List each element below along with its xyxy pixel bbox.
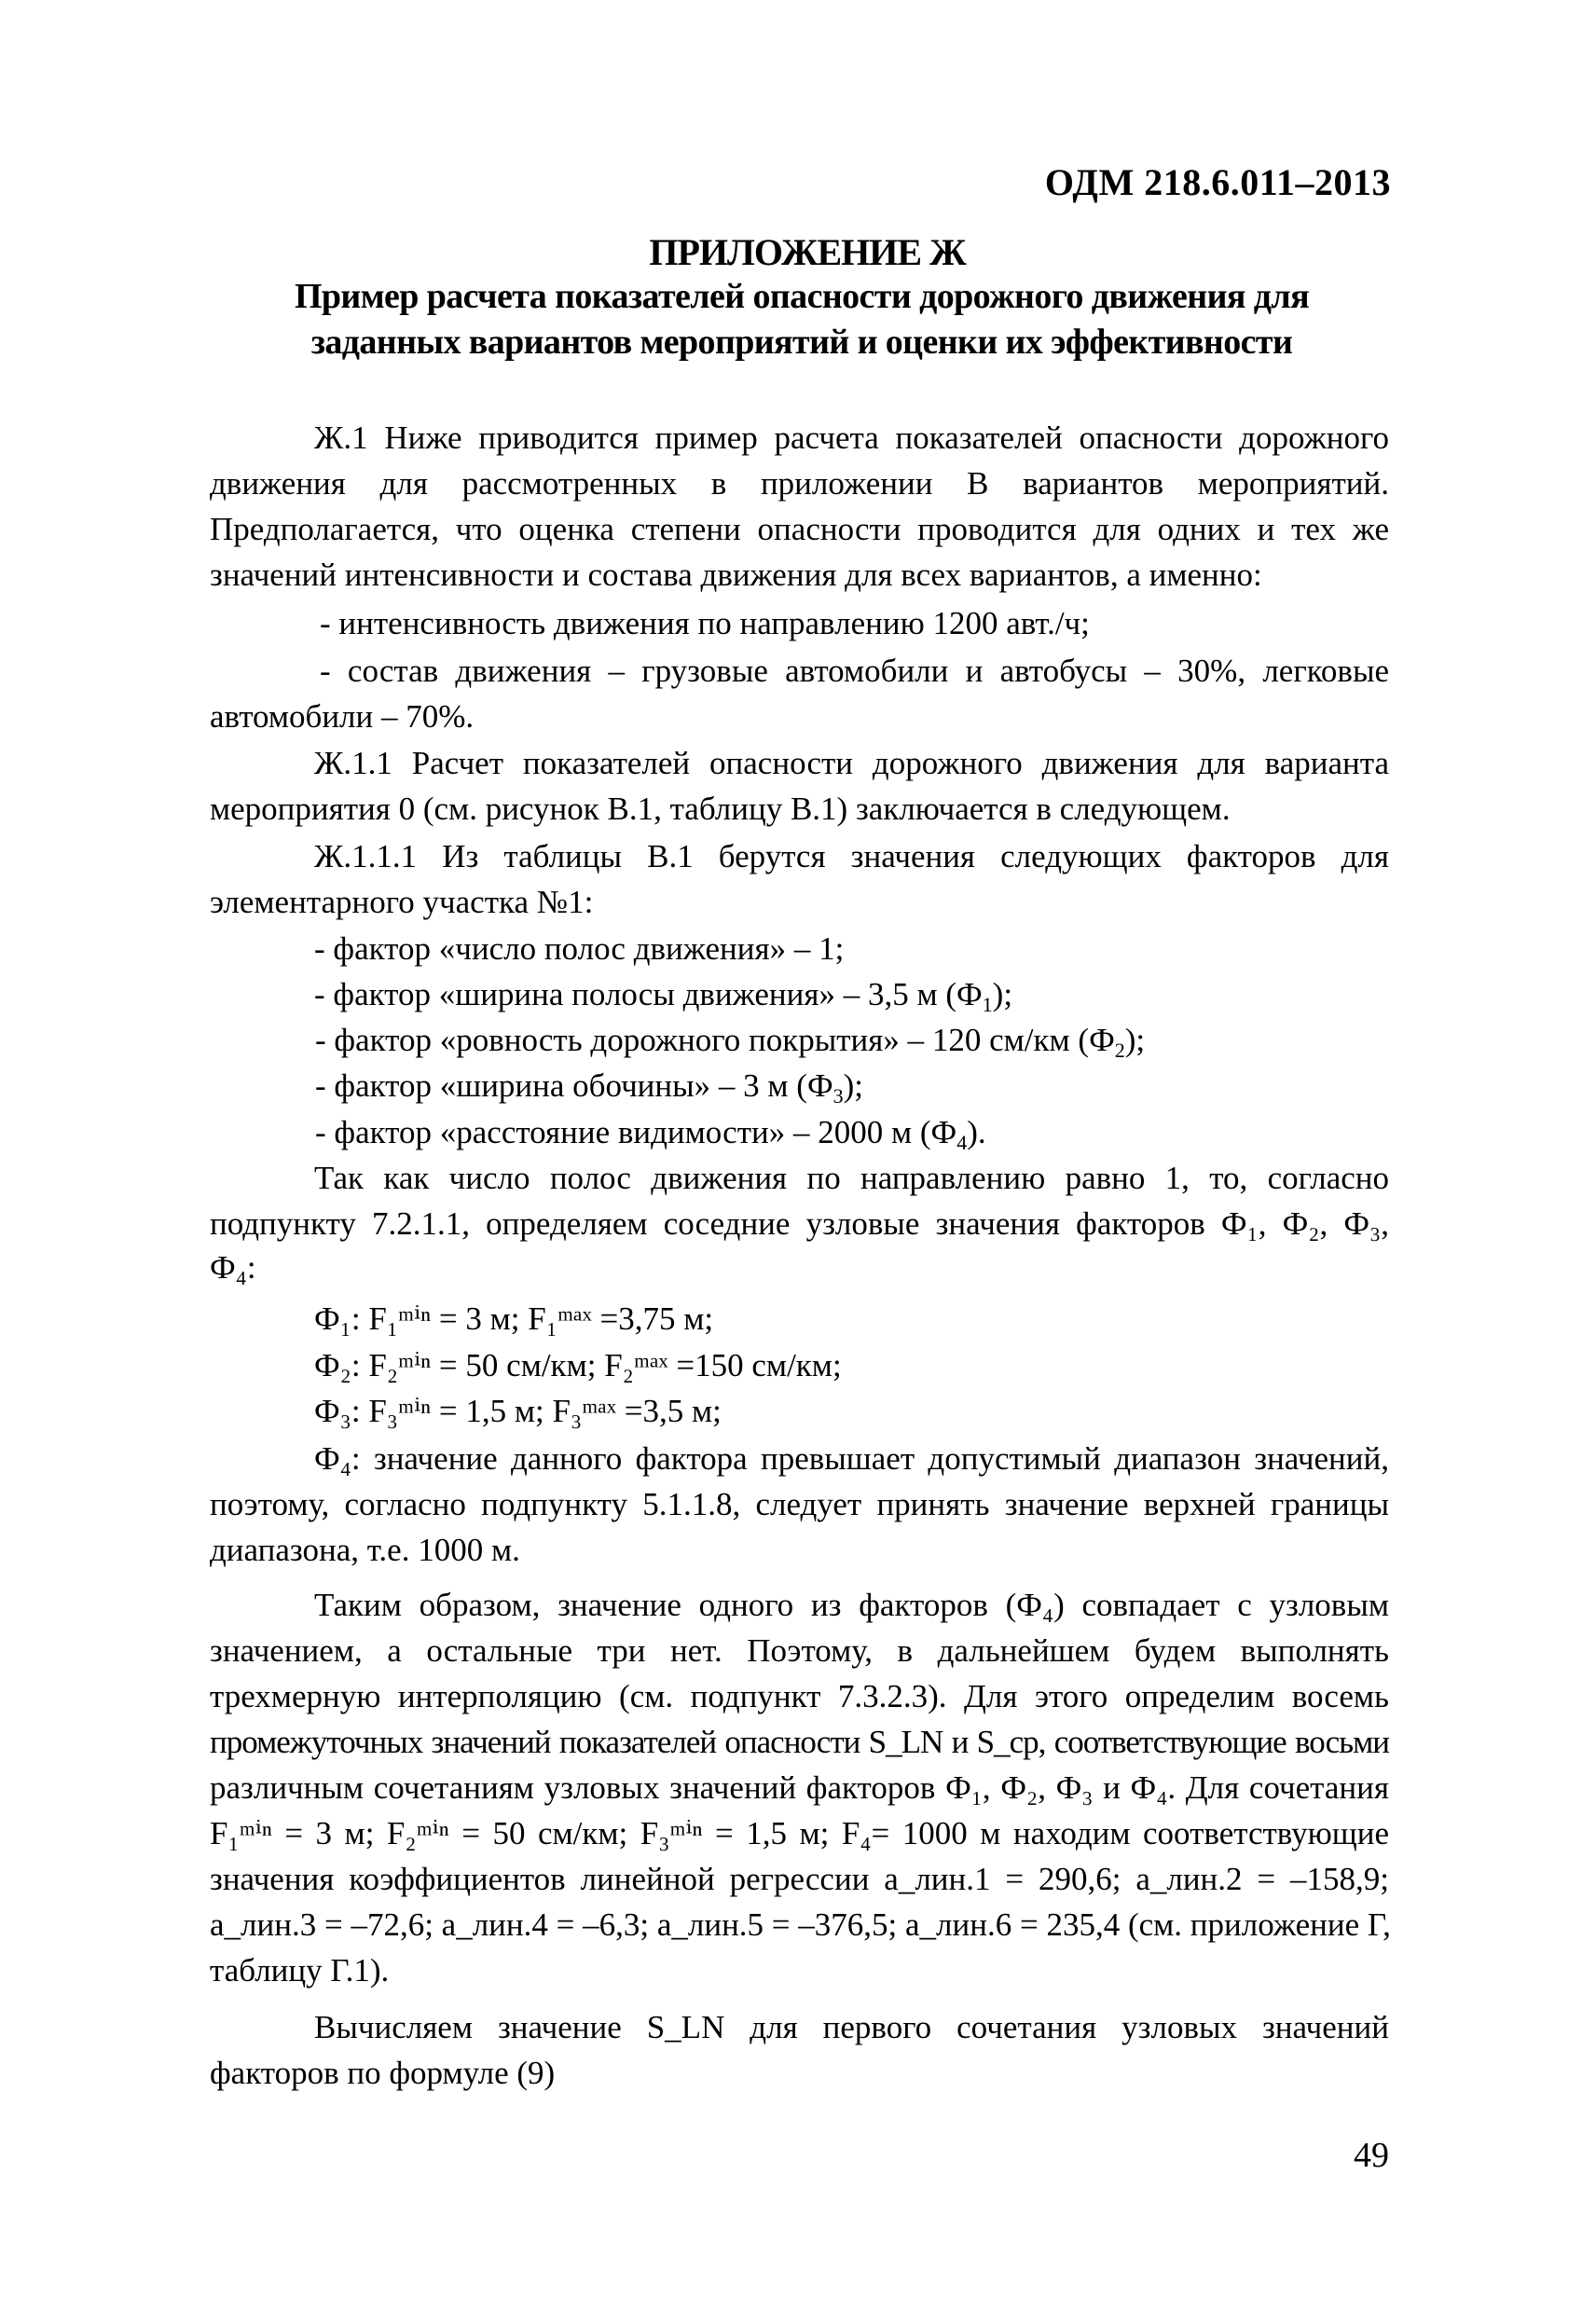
list-item-end: ); (992, 976, 1013, 1012)
text-line: Ж.1.1 Расчет показателей опасности дорожного движения для варианта (314, 745, 1389, 781)
text-line: Ф₄: значение данного фактора превышает допустимый диапазон значений, (314, 1440, 1389, 1477)
list-item-end: ); (843, 1067, 863, 1104)
heading-line-2: заданных вариантов мероприятий и оценки их эффективности (310, 323, 1293, 362)
formula-line: F₁ᵐⁱⁿ = 3 м; F₂ᵐⁱⁿ = 50 см/км; F₃ᵐⁱⁿ = 1,5 м; F₄= 1000 м находим соответствующие (210, 1815, 1389, 1851)
formula-line: Ф₁: F₁ᵐⁱⁿ = 3 м; F₁ᵐᵃˣ =3,75 м; (314, 1300, 714, 1337)
text-line: Ж.1.1.1 Из таблицы В.1 берутся значения следующих факторов для (314, 838, 1389, 874)
list-item-end: ). (967, 1114, 986, 1150)
list-item-text: - фактор «ровность дорожного покрытия» – 120 см/км (Ф (315, 1022, 1115, 1058)
text-line: a_лин.3 = –72,6; a_лин.4 = –6,3; a_лин.5 = –376,5; a_лин.6 = 235,4 (см. приложение Г, (210, 1906, 1391, 1943)
list-item: - состав движения – грузовые автомобили и автобусы – 30%, легковые (320, 653, 1389, 689)
list-item (210, 1017, 1389, 1063)
list-item: - интенсивность движения по направлению 1200 авт./ч; (320, 605, 1090, 641)
text-line: Таким образом, значение одного из факторов (Ф₄) совпадает с узловым (314, 1587, 1389, 1623)
list-item-text: - фактор «ширина полосы движения» – 3,5 м (Ф (314, 976, 983, 1012)
text-line: различным сочетаниям узловых значений факторов Ф₁, Ф₂, Ф₃ и Ф₄. Для сочетания (210, 1769, 1389, 1806)
page-number: 49 (1354, 2136, 1389, 2175)
appendix-title: ПРИЛОЖЕНИЕ Ж (649, 231, 966, 273)
list-item-text: - фактор «расстояние видимости» – 2000 м (Ф (315, 1114, 957, 1150)
text-line: автомобили – 70%. (210, 698, 475, 735)
formula-line: Ф₃: F₃ᵐⁱⁿ = 1,5 м; F₃ᵐᵃˣ =3,5 м; (314, 1393, 722, 1429)
text-line: Вычисляем значение S_LN для первого сочетания узловых значений (314, 2009, 1389, 2045)
text-line: мероприятия 0 (см. рисунок В.1, таблицу В.1) заключается в следующем. (210, 791, 1231, 827)
list-item: - фактор «число полос движения» – 1; (314, 930, 845, 967)
list-item (210, 971, 1389, 1017)
text-line: значений интенсивности и состава движения для всех вариантов, а именно: (210, 557, 1262, 593)
list-item (210, 1109, 1389, 1155)
text-line: диапазона, т.е. 1000 м. (210, 1532, 520, 1568)
list-item-text: - фактор «ширина обочины» – 3 м (Ф (315, 1067, 833, 1104)
text-line: факторов по формуле (9) (210, 2055, 556, 2091)
text-line: Ф₄: (210, 1249, 256, 1286)
document-code: ОДМ 218.6.011–2013 (1044, 161, 1391, 203)
subscript: 3 (832, 1084, 844, 1108)
text-line: поэтому, согласно подпункту 5.1.1.8, следует принять значение верхней границы (210, 1486, 1389, 1522)
subscript: 2 (1114, 1039, 1125, 1062)
text-line: промежуточных значений показателей опасности S_LN и S_ср, соответствующие восьми (210, 1724, 1389, 1760)
heading-line-1: Пример расчета показателей опасности дорожного движения для (294, 277, 1310, 316)
formula-line: Ф₂: F₂ᵐⁱⁿ = 50 см/км; F₂ᵐᵃˣ =150 см/км; (314, 1347, 842, 1383)
list-item (210, 1063, 1389, 1108)
subscript: 4 (956, 1131, 968, 1154)
text-line: Предполагается, что оценка степени опасности проводится для одних и тех же (210, 511, 1389, 547)
text-line: Ж.1 Ниже приводится пример расчета показателей опасности дорожного (314, 420, 1389, 456)
text-line: трехмерную интерполяцию (см. подпункт 7.3.2.3). Для этого определим восемь (210, 1678, 1389, 1714)
text-line: подпункту 7.2.1.1, определяем соседние узловые значения факторов Ф₁, Ф₂, Ф₃, (210, 1205, 1389, 1242)
text-line: значением, а остальные три нет. Поэтому, в дальнейшем будем выполнять (210, 1632, 1389, 1669)
text-line: движения для рассмотренных в приложении В вариантов мероприятий. (210, 465, 1389, 502)
list-item-end: ); (1124, 1022, 1146, 1058)
text-line: элементарного участка №1: (210, 884, 594, 920)
subscript: 1 (982, 993, 993, 1016)
appendix-heading (214, 274, 1389, 365)
text-line: значения коэффициентов линейной регрессии a_лин.1 = 290,6; a_лин.2 = –158,9; (210, 1861, 1389, 1897)
text-line: Так как число полос движения по направлению равно 1, то, согласно (314, 1160, 1389, 1196)
text-line: таблицу Г.1). (210, 1952, 390, 1989)
